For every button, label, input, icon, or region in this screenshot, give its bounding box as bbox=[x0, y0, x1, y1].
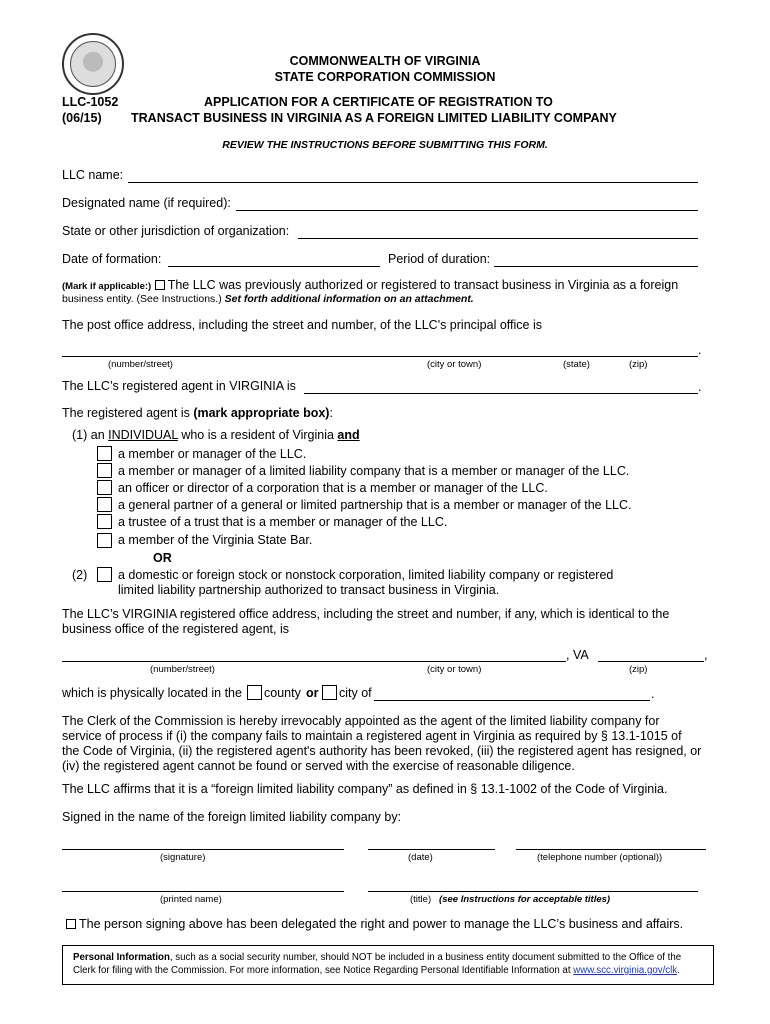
sub3-label: an officer or director of a corporation that is a member or manager of the LLC. bbox=[118, 481, 548, 495]
opt1-a: (1) an bbox=[72, 428, 109, 442]
notice-text2: Clerk for filing with the Commission. For more information, see Notice Regarding Personal Identifiable Information at bbox=[73, 965, 574, 976]
header-line2: STATE CORPORATION COMMISSION bbox=[274, 70, 496, 84]
sub4-label: a general partner of a general or limited partnership that is a member or manager of the LLC. bbox=[118, 498, 632, 512]
located-label: which is physically located in the bbox=[62, 686, 242, 700]
signature-input[interactable] bbox=[62, 849, 344, 850]
prior-line2 bbox=[62, 293, 474, 305]
clerk-l3: the Code of Virginia, (ii) the registered agent's authority has been revoked, (iii) the registered agent has resigned, or bbox=[62, 744, 702, 758]
sub1-checkbox[interactable] bbox=[97, 446, 112, 461]
opt1-individual: INDIVIDUAL bbox=[108, 428, 178, 442]
sub4-checkbox[interactable] bbox=[97, 497, 112, 512]
office-va: , VA bbox=[566, 648, 589, 662]
delegated-line bbox=[66, 917, 683, 931]
principal-period: . bbox=[698, 343, 702, 357]
sub1-label: a member or manager of the LLC. bbox=[118, 447, 307, 461]
clerk-l2: service of process if (i) the company fails to maintain a registered agent in Virginia as required by § 13.1-1015 of bbox=[62, 729, 682, 743]
clerk-l4: (iv) the registered agent cannot be found or served with the exercise of reasonable diligence. bbox=[62, 759, 575, 773]
jurisdiction-input[interactable] bbox=[298, 238, 698, 239]
llc-name-label: LLC name: bbox=[62, 168, 124, 182]
office-zip-input[interactable] bbox=[598, 661, 704, 662]
office-city: (city or town) bbox=[427, 664, 482, 675]
clerk-l1: The Clerk of the Commission is hereby irrevocably appointed as the agent of the limited liability company for bbox=[62, 714, 660, 728]
sub6-label: a member of the Virginia State Bar. bbox=[118, 533, 313, 547]
prior-text2b: Set forth additional information on an attachment. bbox=[224, 293, 474, 305]
office-text1: The LLC’s VIRGINIA registered office address, including the street and number, if any, which is identical to the bbox=[62, 607, 670, 621]
title-caption bbox=[410, 894, 610, 905]
city-checkbox[interactable] bbox=[322, 685, 337, 700]
prior-authorized-checkbox[interactable] bbox=[155, 280, 165, 290]
registered-agent-input[interactable] bbox=[304, 393, 698, 394]
option2-checkbox[interactable] bbox=[97, 567, 112, 582]
signature-caption: (signature) bbox=[160, 852, 206, 863]
date-formation-input[interactable] bbox=[168, 266, 380, 267]
sub2-checkbox[interactable] bbox=[97, 463, 112, 478]
office-street-input[interactable] bbox=[62, 661, 566, 662]
principal-office-text: The post office address, including the street and number, of the LLC's principal office is bbox=[62, 318, 542, 332]
principal-state: (state) bbox=[563, 359, 590, 370]
option2-line2: limited liability partnership authorized to transact business in Virginia. bbox=[118, 583, 500, 597]
agent-is-bold: (mark appropriate box) bbox=[193, 406, 330, 420]
notice-bold: Personal Information bbox=[73, 952, 170, 963]
delegated-text: The person signing above has been delegated the right and power to manage the LLC’s business and affairs. bbox=[79, 917, 684, 931]
agent-is-text: The registered agent is bbox=[62, 406, 194, 420]
sub3-checkbox[interactable] bbox=[97, 480, 112, 495]
office-comma: , bbox=[704, 648, 708, 662]
form-date: (06/15) bbox=[62, 111, 102, 125]
or-label: OR bbox=[153, 551, 172, 565]
header-line1: COMMONWEALTH OF VIRGINIA bbox=[289, 54, 481, 68]
llc-name-input[interactable] bbox=[128, 182, 698, 183]
option1-line bbox=[72, 428, 360, 442]
agent-period: . bbox=[698, 380, 702, 394]
title-line1: APPLICATION FOR A CERTIFICATE OF REGISTRATION TO bbox=[204, 95, 553, 109]
opt1-and: and bbox=[337, 428, 360, 442]
office-zip: (zip) bbox=[629, 664, 648, 675]
title-line2: TRANSACT BUSINESS IN VIRGINIA AS A FOREIGN LIMITED LIABILITY COMPANY bbox=[131, 111, 617, 125]
date-input[interactable] bbox=[368, 849, 495, 850]
designated-name-input[interactable] bbox=[236, 210, 698, 211]
office-number-street: (number/street) bbox=[150, 664, 215, 675]
county-or-label: or bbox=[306, 686, 319, 700]
review-instructions: REVIEW THE INSTRUCTIONS BEFORE SUBMITTING THIS FORM. bbox=[222, 139, 548, 151]
title-input[interactable] bbox=[368, 891, 698, 892]
notice-text1: , such as a social security number, should NOT be included in a business entity document submitted to the Office of the bbox=[169, 952, 682, 963]
mark-if-applicable: (Mark if applicable:) bbox=[62, 281, 152, 292]
printed-name-input[interactable] bbox=[62, 891, 344, 892]
located-period: . bbox=[651, 687, 655, 701]
sub5-checkbox[interactable] bbox=[97, 514, 112, 529]
sub2-label: a member or manager of a limited liability company that is a member or manager of the LLC. bbox=[118, 464, 630, 478]
jurisdiction-label: State or other jurisdiction of organization: bbox=[62, 224, 290, 238]
principal-office-input[interactable] bbox=[62, 356, 698, 357]
opt1-c: who is a resident of Virginia bbox=[177, 428, 338, 442]
printed-name-caption: (printed name) bbox=[160, 894, 222, 905]
principal-zip: (zip) bbox=[629, 359, 648, 370]
option2-line1: a domestic or foreign stock or nonstock corporation, limited liability company or registered bbox=[118, 568, 614, 582]
period-duration-label: Period of duration: bbox=[388, 252, 491, 266]
designated-name-label: Designated name (if required): bbox=[62, 196, 231, 210]
principal-number-street: (number/street) bbox=[108, 359, 173, 370]
date-caption: (date) bbox=[408, 852, 433, 863]
affirm-text: The LLC affirms that it is a “foreign limited liability company” as defined in § 13.1-1002 of the Code of Virginia. bbox=[62, 782, 668, 796]
county-label: county bbox=[264, 686, 301, 700]
prior-text2a: business entity. (See Instructions.) bbox=[62, 293, 225, 305]
sub6-checkbox[interactable] bbox=[97, 533, 112, 548]
form-number: LLC-1052 bbox=[62, 95, 119, 109]
period-duration-input[interactable] bbox=[494, 266, 698, 267]
sub5-label: a trustee of a trust that is a member or manager of the LLC. bbox=[118, 515, 448, 529]
prior-line1 bbox=[62, 278, 678, 292]
prior-text1: The LLC was previously authorized or registered to transact business in Virginia as a foreign bbox=[167, 278, 679, 292]
registered-agent-label: The LLC’s registered agent in VIRGINIA is bbox=[62, 379, 296, 393]
date-formation-label: Date of formation: bbox=[62, 252, 162, 266]
title-note: (see Instructions for acceptable titles) bbox=[439, 894, 611, 905]
city-of-label: city of bbox=[339, 686, 372, 700]
principal-city: (city or town) bbox=[427, 359, 482, 370]
telephone-caption: (telephone number (optional)) bbox=[537, 852, 663, 863]
notice-end: . bbox=[677, 965, 680, 976]
city-county-input[interactable] bbox=[374, 700, 650, 701]
agent-is-line bbox=[62, 406, 333, 420]
personal-info-notice bbox=[62, 945, 714, 985]
agent-is-colon: : bbox=[329, 406, 333, 420]
option2-number: (2) bbox=[72, 568, 88, 582]
telephone-input[interactable] bbox=[516, 849, 706, 850]
title-caption-text: (title) bbox=[410, 894, 432, 905]
county-checkbox[interactable] bbox=[247, 685, 262, 700]
scc-link[interactable]: www.scc.virginia.gov/clk bbox=[573, 965, 678, 976]
office-text2: business office of the registered agent, is bbox=[62, 622, 289, 636]
signed-text: Signed in the name of the foreign limited liability company by: bbox=[62, 810, 402, 824]
delegated-checkbox[interactable] bbox=[66, 919, 76, 929]
